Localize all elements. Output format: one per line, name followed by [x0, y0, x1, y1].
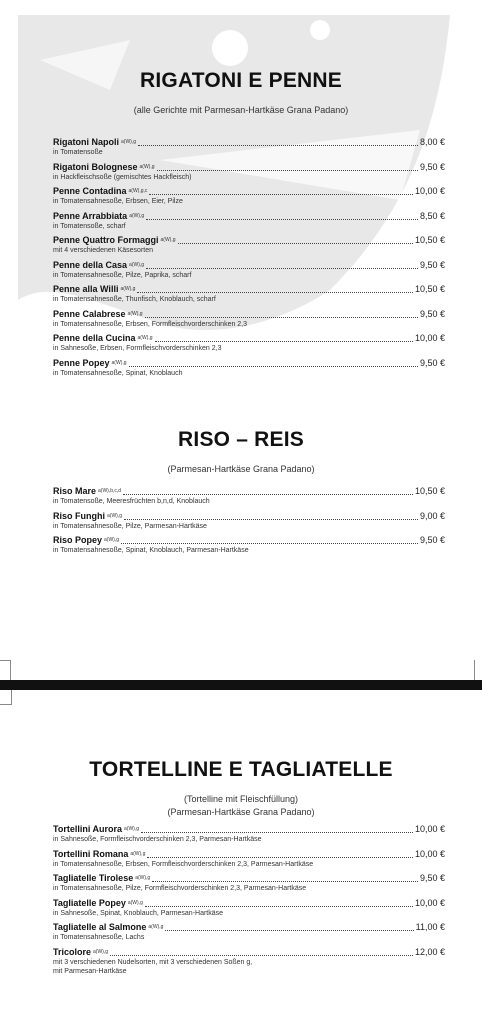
menu-item-line: [53, 309, 445, 320]
allergen-codes: a(W),b,c,d: [98, 488, 122, 494]
dish-name: Rigatoni Bolognese: [53, 161, 138, 172]
dish-price: 9,00 €: [419, 510, 445, 521]
dish-price: 10,00 €: [414, 824, 445, 834]
dish-name: Riso Popey: [53, 535, 103, 545]
dot-leader: [145, 906, 413, 907]
dish-price: 10,00 €: [414, 897, 445, 908]
page-divider: [0, 680, 482, 690]
allergen-codes: a(W),g: [127, 899, 143, 906]
menu-item-line: [53, 211, 445, 222]
allergen-codes: a(W),g: [104, 537, 120, 543]
menu-item: [53, 511, 445, 531]
dot-leader: [137, 292, 413, 293]
dish-name: Tagliatelle al Salmone: [53, 922, 147, 932]
dish-price: 9,50 €: [419, 535, 445, 545]
menu-item-line: [53, 898, 445, 909]
dish-price: 10,50 €: [414, 284, 445, 294]
dot-leader: [147, 857, 413, 858]
menu-item: [53, 137, 445, 157]
dish-name: Tortellini Romana: [53, 848, 129, 859]
dish-description: in Tomatensahnesoße, Spinat, Knoblauch: [53, 369, 183, 377]
dot-leader: [110, 955, 413, 956]
menu-page-2: [0, 690, 482, 1024]
dish-name: Tagliatelle Tirolese: [53, 873, 134, 883]
menu-item-line: [53, 947, 445, 958]
menu-item-line: [53, 511, 445, 522]
allergen-codes: a(W),g: [129, 212, 145, 219]
allergen-codes: a(W),g: [137, 335, 153, 341]
menu-item: [53, 873, 445, 893]
allergen-codes: a(W),g: [111, 359, 127, 366]
crop-mark: [474, 660, 475, 680]
menu-item: [53, 947, 445, 976]
dish-description-2: mit Parmesan-Hartkäse: [53, 967, 127, 975]
menu-item-line: [53, 824, 445, 835]
dot-leader: [152, 881, 418, 882]
menu-item-line: [53, 922, 445, 933]
dish-name: Tagliatelle Popey: [53, 897, 126, 908]
dot-leader: [146, 219, 418, 220]
dish-price: 9,50 €: [419, 308, 445, 319]
section-subtitle-tortelline-2: (Parmesan-Hartkäse Grana Padano): [167, 807, 315, 817]
dish-name: Penne Quattro Formaggi: [53, 235, 159, 245]
dish-description: in Sahnesoße, Formfleischvorderschinken 2,3, Parmesan-Hartkäse: [53, 836, 262, 843]
dish-price: 10,00 €: [414, 186, 445, 196]
menu-list-riso: [53, 486, 445, 560]
dish-description: in Tomatensahnesoße, Spinat, Knoblauch, Parmesan-Hartkäse: [53, 547, 249, 554]
menu-item: [53, 922, 445, 942]
allergen-codes: a(W),g,c: [128, 188, 148, 194]
dish-price: 12,00 €: [414, 946, 445, 957]
menu-item-line: [53, 535, 445, 546]
crop-mark: [0, 660, 10, 661]
dish-description: in Tomatensahnesoße, Thunfisch, Knoblauch, scharf: [53, 296, 216, 303]
section-subtitle-rigatoni-penne: (alle Gerichte mit Parmesan-Hartkäse Grana Padano): [133, 105, 349, 115]
dot-leader: [157, 170, 418, 171]
menu-item-line: [53, 235, 445, 246]
dish-name: Penne Contadina: [53, 186, 127, 196]
dish-price: 10,00 €: [414, 333, 445, 343]
menu-item-line: [53, 162, 445, 173]
dish-name: Riso Mare: [53, 486, 97, 496]
allergen-codes: a(W),g: [129, 261, 145, 268]
menu-item: [53, 849, 445, 869]
menu-item-line: [53, 137, 445, 148]
menu-item: [53, 898, 445, 918]
allergen-codes: a(W),g: [160, 237, 176, 243]
menu-item: [53, 309, 445, 329]
menu-item-line: [53, 358, 445, 369]
dish-price: 10,00 €: [414, 848, 445, 859]
dish-description: mit 3 verschiedenen Nudelsorten, mit 3 verschiedenen Soßen g,: [53, 958, 253, 966]
dish-description: in Tomatensahnesoße, Pilze, Paprika, scharf: [53, 271, 192, 279]
menu-item: [53, 284, 445, 304]
dot-leader: [123, 494, 413, 495]
allergen-codes: a(W),g: [107, 512, 122, 519]
allergen-codes: a(W),g: [93, 948, 109, 955]
menu-list-tortelline: [53, 824, 445, 980]
dish-description: in Tomatensahnesoße, Pilze, Parmesan-Hartkäse: [53, 522, 207, 530]
menu-item: [53, 486, 445, 506]
dish-description: in Tomatensoße: [53, 149, 103, 156]
menu-list-rigatoni-penne: [53, 137, 445, 382]
dish-description: in Tomatensahnesoße, Erbsen, Formfleischvorderschinken 2,3: [53, 320, 248, 328]
dish-name: Riso Funghi: [53, 510, 105, 521]
dish-name: Penne della Casa: [53, 259, 128, 270]
allergen-codes: a(W),g: [120, 286, 136, 292]
dish-description: in Hackfleischsoße (gemischtes Hackfleisch): [53, 173, 192, 181]
dish-price: 9,50 €: [419, 259, 445, 270]
section-subtitle-tortelline-1: (Tortelline mit Fleischfüllung): [183, 794, 299, 804]
dot-leader: [124, 519, 418, 520]
menu-item: [53, 358, 445, 378]
dish-description: in Sahnesoße, Spinat, Knoblauch, Parmesan-Hartkäse: [53, 909, 224, 917]
menu-item-line: [53, 186, 445, 197]
dot-leader: [149, 194, 413, 195]
menu-item-line: [53, 260, 445, 271]
dish-price: 8,50 €: [419, 210, 445, 221]
allergen-codes: a(W),g: [139, 163, 155, 170]
crop-mark: [0, 704, 12, 705]
dish-name: Rigatoni Napoli: [53, 137, 119, 147]
dish-description: mit 4 verschiedenen Käsesorten: [53, 247, 153, 254]
dish-name: Tortellini Aurora: [53, 824, 123, 834]
dish-description: in Tomatensahnesoße, Erbsen, Eier, Pilze: [53, 198, 183, 205]
allergen-codes: a(W),g: [124, 826, 140, 832]
dot-leader: [146, 268, 418, 269]
menu-item-line: [53, 486, 445, 497]
dot-leader: [145, 317, 418, 318]
menu-item-line: [53, 849, 445, 860]
allergen-codes: a(W),g: [127, 310, 143, 317]
allergen-codes: a(W),g: [130, 850, 146, 857]
dot-leader: [165, 930, 413, 931]
menu-item: [53, 333, 445, 353]
dish-description: in Tomatensahnesoße, Lachs: [53, 934, 145, 941]
menu-item: [53, 235, 445, 255]
dish-name: Penne della Cucina: [53, 333, 136, 343]
dish-price: 9,50 €: [419, 161, 445, 172]
menu-item: [53, 186, 445, 206]
dish-description: in Sahnesoße, Erbsen, Formfleischvorderschinken 2,3: [53, 345, 222, 352]
dot-leader: [138, 145, 418, 146]
allergen-codes: a(W),g: [148, 924, 164, 930]
menu-item: [53, 260, 445, 280]
section-title-riso: RISO – REIS: [178, 428, 304, 451]
dot-leader: [155, 341, 413, 342]
dish-name: Penne Calabrese: [53, 308, 126, 319]
dish-price: 11,00 €: [415, 922, 445, 932]
dish-price: 10,50 €: [414, 486, 445, 496]
dish-price: 10,50 €: [414, 235, 445, 245]
section-title-tortelline: TORTELLINE E TAGLIATELLE: [89, 758, 393, 781]
section-title-rigatoni-penne: RIGATONI E PENNE: [140, 69, 342, 92]
dish-description: in Tomatensahnesoße, Erbsen, Formfleischvorderschinken 2,3, Parmesan-Hartkäse: [53, 860, 314, 868]
menu-item: [53, 162, 445, 182]
dot-leader: [129, 366, 418, 367]
dish-name: Tricolore: [53, 946, 92, 957]
dot-leader: [141, 832, 413, 833]
dish-description: in Tomatensoße, scharf: [53, 222, 126, 230]
dot-leader: [178, 243, 413, 244]
dish-name: Penne Arrabbiata: [53, 210, 128, 221]
dish-name: Penne alla Willi: [53, 284, 119, 294]
allergen-codes: a(W),g: [135, 875, 151, 881]
menu-item-line: [53, 284, 445, 295]
menu-item: [53, 211, 445, 231]
crop-mark: [11, 690, 12, 704]
crop-mark: [10, 660, 11, 680]
dish-price: 9,50 €: [419, 873, 445, 883]
menu-item-line: [53, 333, 445, 344]
dish-price: 8,00 €: [419, 137, 445, 147]
menu-item: [53, 824, 445, 844]
dish-name: Penne Popey: [53, 357, 110, 368]
menu-item-line: [53, 873, 445, 884]
dot-leader: [121, 543, 418, 544]
allergen-codes: a(W),g: [121, 139, 136, 145]
dish-description: in Tomatensoße, Meeresfrüchten b,n,d, Knoblauch: [53, 498, 210, 505]
dish-price: 9,50 €: [419, 357, 445, 368]
dish-description: in Tomatensahnesoße, Pilze, Formfleischvorderschinken 2,3, Parmesan-Hartkäse: [53, 885, 307, 892]
menu-item: [53, 535, 445, 555]
section-subtitle-riso: (Parmesan-Hartkäse Grana Padano): [167, 464, 315, 474]
